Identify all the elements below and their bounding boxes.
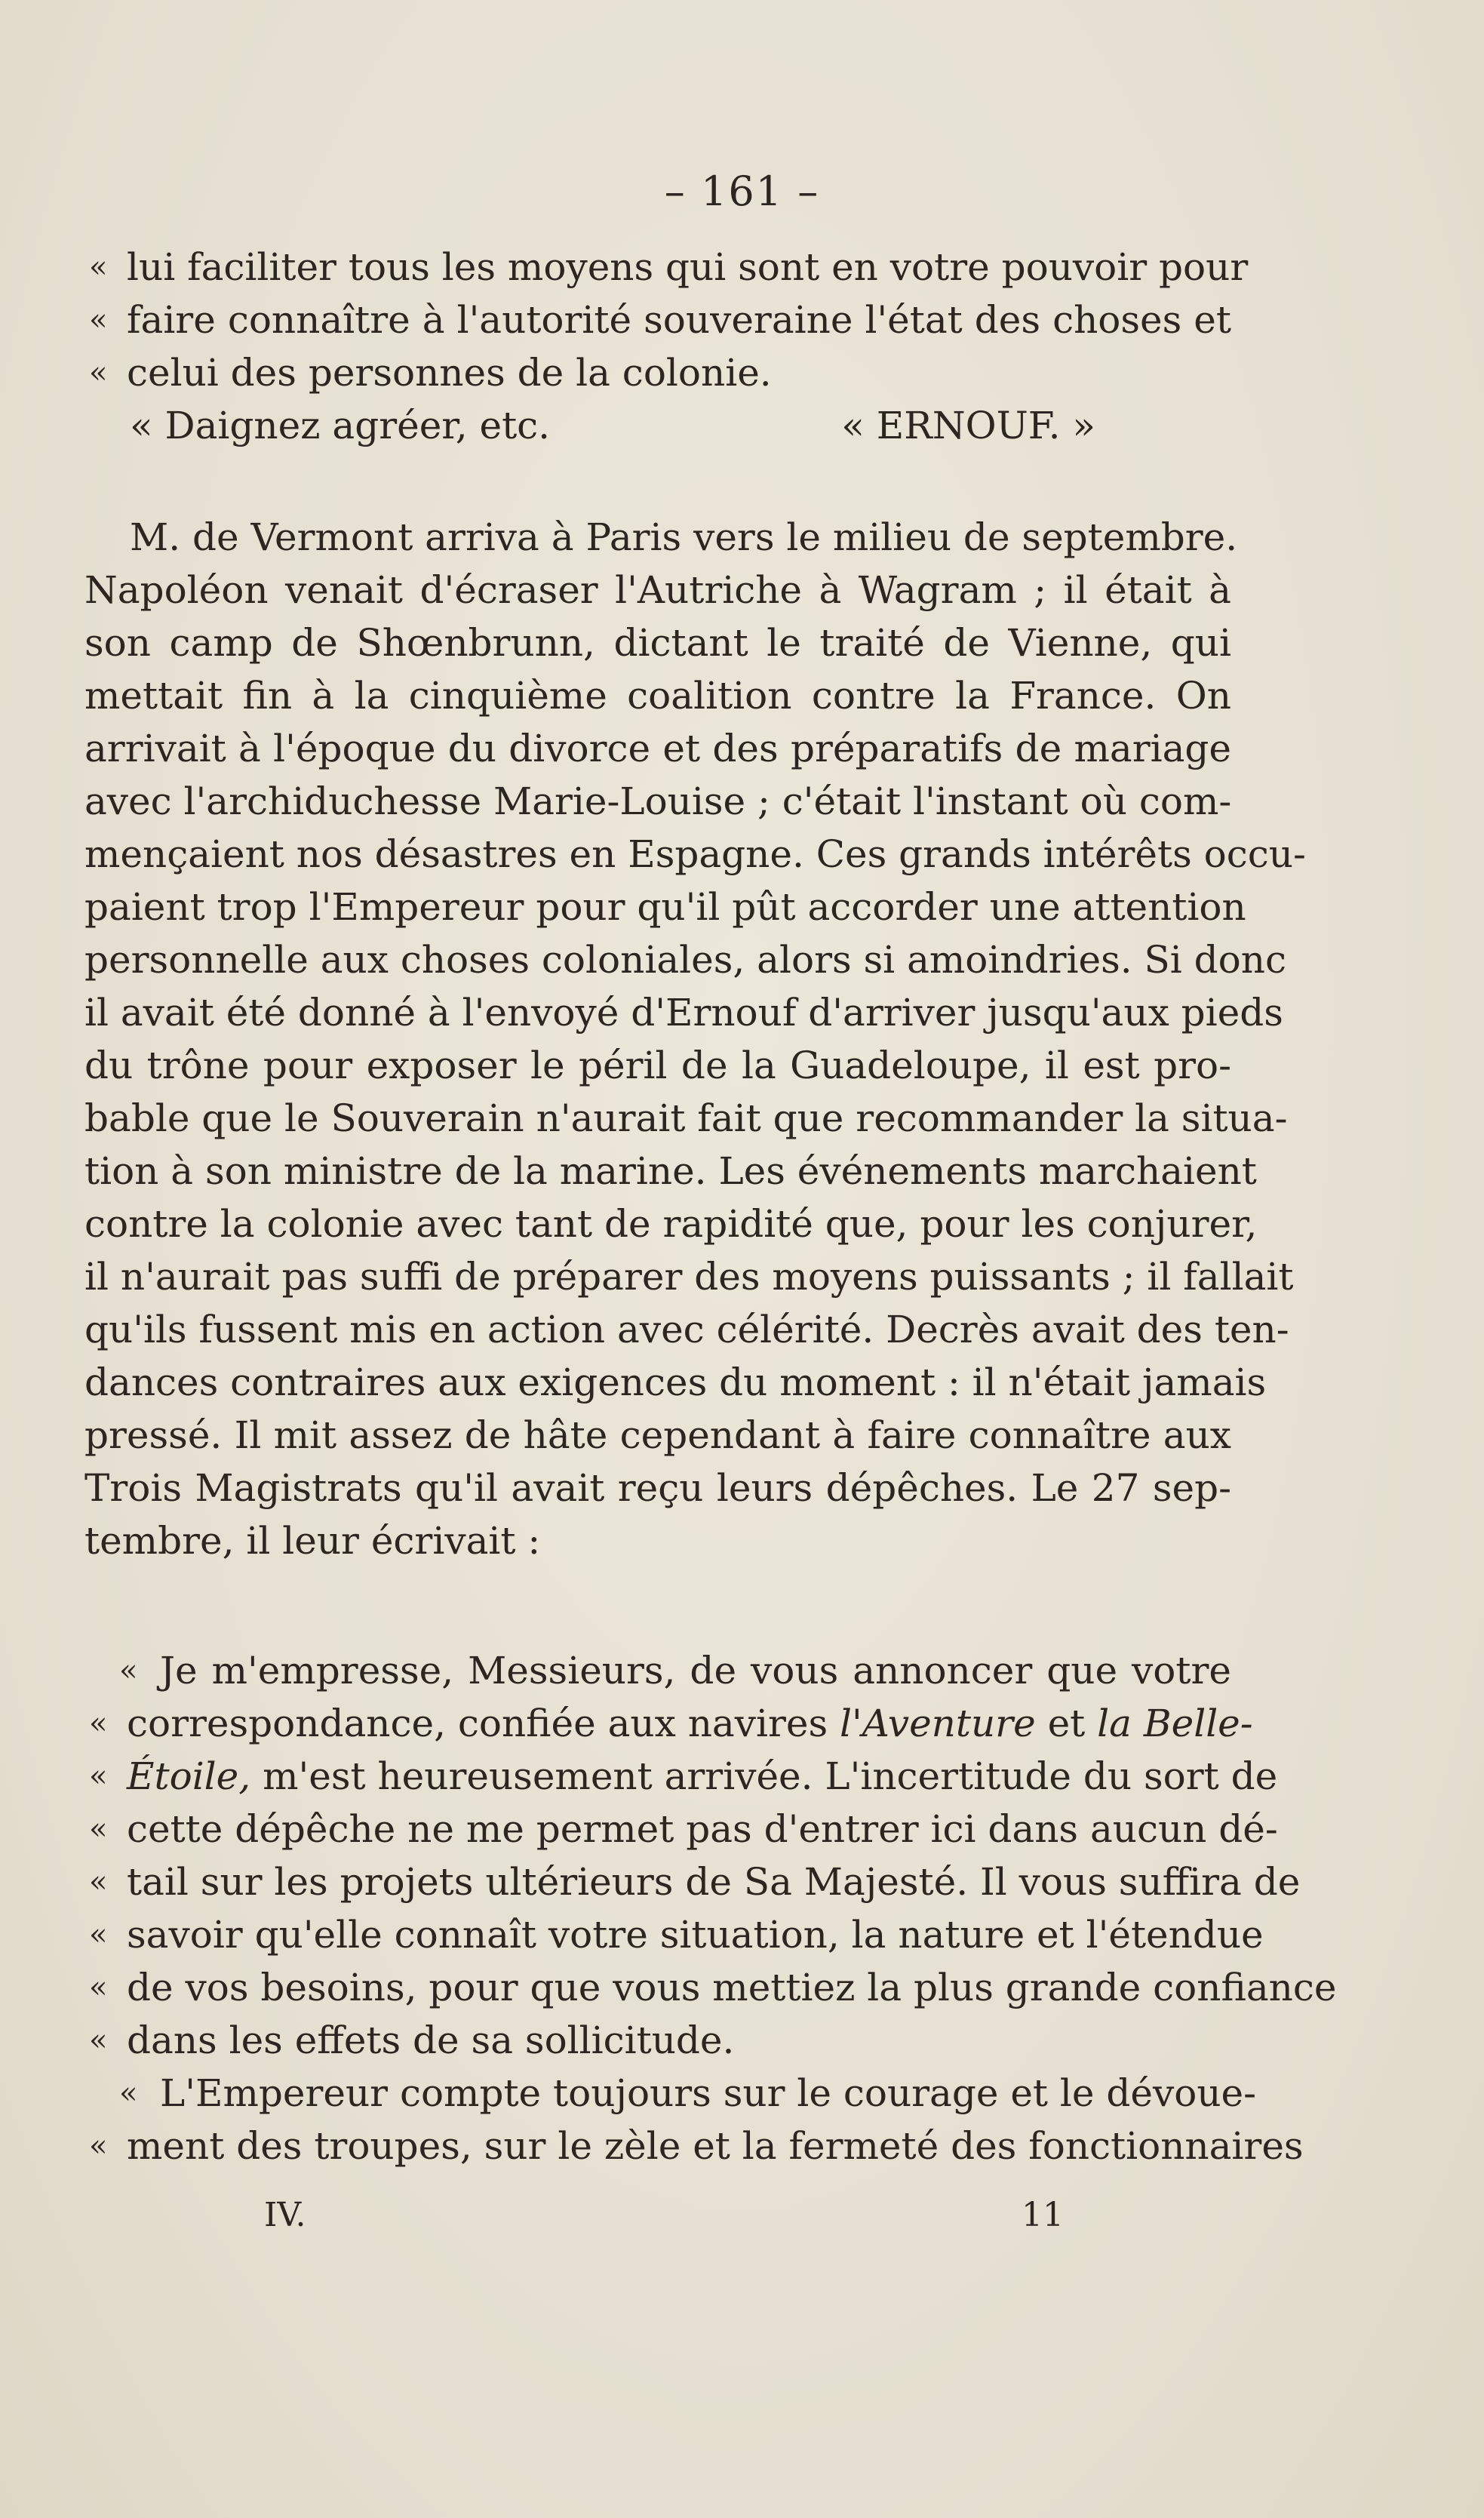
page-number-header: – 161 –: [664, 168, 820, 215]
quote-mark: «: [89, 1759, 108, 1794]
text-line: « tail sur les projets ultérieurs de Sa Majesté. Il vous suffira de: [89, 1860, 1301, 1904]
signature-ernouf: « ERNOUF. »: [841, 404, 1095, 447]
text-line: « correspondance, confiée aux navires l'Aventure et la Belle-: [89, 1702, 1253, 1745]
closing-line: [84, 404, 1231, 457]
quote-mark: «: [89, 303, 108, 337]
ship-name-belle-etoile-cont: Étoile,: [127, 1754, 251, 1798]
text-line: dances contraires aux exigences du moment : il n'était jamais: [84, 1360, 1267, 1404]
text-line: « L'Empereur compte toujours sur le courage et le dévoue-: [119, 2071, 1257, 2115]
text-line: tion à son ministre de la marine. Les événements marchaient: [84, 1149, 1257, 1193]
text-line: pressé. Il mit assez de hâte cependant à faire connaître aux: [84, 1413, 1231, 1457]
quote-mark: «: [89, 2023, 108, 2058]
page-footer: [264, 2196, 1064, 2234]
text-line: mettait fin à la cinquième coalition contre la France. On: [84, 674, 1231, 718]
opening-quote-block: [84, 245, 1249, 457]
signature-mark: 11: [1022, 2196, 1064, 2234]
text-line: « ment des troupes, sur le zèle et la fermeté des fonctionnaires: [89, 2124, 1304, 2168]
text-line: son camp de Shœnbrunn, dictant le traité de Vienne, qui: [84, 621, 1231, 665]
text-line: avec l'archiduchesse Marie-Louise ; c'était l'instant où com-: [84, 779, 1232, 823]
text-line: bable que le Souverain n'aurait fait que recommander la situa-: [84, 1096, 1288, 1140]
text-line: Trois Magistrats qu'il avait reçu leurs dépêches. Le 27 sep-: [84, 1466, 1231, 1510]
text-line: paient trop l'Empereur pour qu'il pût accorder une attention: [84, 885, 1246, 929]
letter-quote-block: [84, 1649, 1337, 2177]
text-line: il n'aurait pas suffi de préparer des moyens puissants ; il fallait: [84, 1255, 1294, 1299]
volume-number: IV.: [264, 2196, 306, 2234]
ship-name-belle-etoile: la Belle-: [1097, 1702, 1253, 1745]
text-line: « cette dépêche ne me permet pas d'entrer ici dans aucun dé-: [89, 1807, 1278, 1851]
quote-mark: «: [119, 2076, 138, 2111]
body-paragraph: [84, 515, 1306, 1572]
text-line: du trône pour exposer le péril de la Guadeloupe, il est pro-: [84, 1044, 1231, 1087]
text-line: arrivait à l'époque du divorce et des préparatifs de mariage: [84, 727, 1231, 770]
text-line: il avait été donné à l'envoyé d'Ernouf d'arriver jusqu'aux pieds: [84, 991, 1283, 1035]
text-line: « Je m'empresse, Messieurs, de vous annoncer que votre: [119, 1649, 1231, 1693]
text-line: mençaient nos désastres en Espagne. Ces grands intérêts occu-: [84, 832, 1306, 876]
quote-mark: «: [89, 1706, 108, 1741]
quote-mark: «: [89, 1865, 108, 1899]
text-line: qu'ils fussent mis en action avec célérité. Decrès avait des ten-: [84, 1308, 1289, 1351]
text-line: contre la colonie avec tant de rapidité que, pour les conjurer,: [84, 1202, 1258, 1246]
text-line: Napoléon venait d'écraser l'Autriche à Wagram ; il était à: [84, 568, 1231, 612]
text-line: personnelle aux choses coloniales, alors si amoindries. Si donc: [84, 938, 1286, 982]
text-line: « celui des personnes de la colonie.: [89, 351, 772, 395]
text-line: M. de Vermont arriva à Paris vers le milieu de septembre.: [130, 515, 1238, 559]
ship-name-aventure: l'Aventure: [840, 1702, 1036, 1745]
quote-mark: «: [89, 2129, 108, 2163]
text-line: « savoir qu'elle connaît votre situation, la nature et l'étendue: [89, 1913, 1264, 1957]
quote-mark: «: [89, 1917, 108, 1952]
text-line: « lui faciliter tous les moyens qui sont en votre pouvoir pour: [89, 245, 1249, 289]
quote-mark: «: [119, 1653, 138, 1688]
text-line: « Étoile, m'est heureusement arrivée. L'incertitude du sort de: [89, 1754, 1278, 1798]
closing-formula: « Daignez agréer, etc.: [130, 404, 551, 447]
text-line: tembre, il leur écrivait :: [84, 1519, 541, 1563]
text-line: « faire connaître à l'autorité souveraine l'état des choses et: [89, 298, 1231, 342]
quote-mark: «: [89, 250, 108, 284]
quote-mark: «: [89, 1812, 108, 1846]
text-line: « de vos besoins, pour que vous mettiez la plus grande confiance: [89, 1966, 1337, 2009]
quote-mark: «: [89, 1970, 108, 2005]
quote-mark: «: [89, 355, 108, 390]
text-line: « dans les effets de sa sollicitude.: [89, 2018, 735, 2062]
